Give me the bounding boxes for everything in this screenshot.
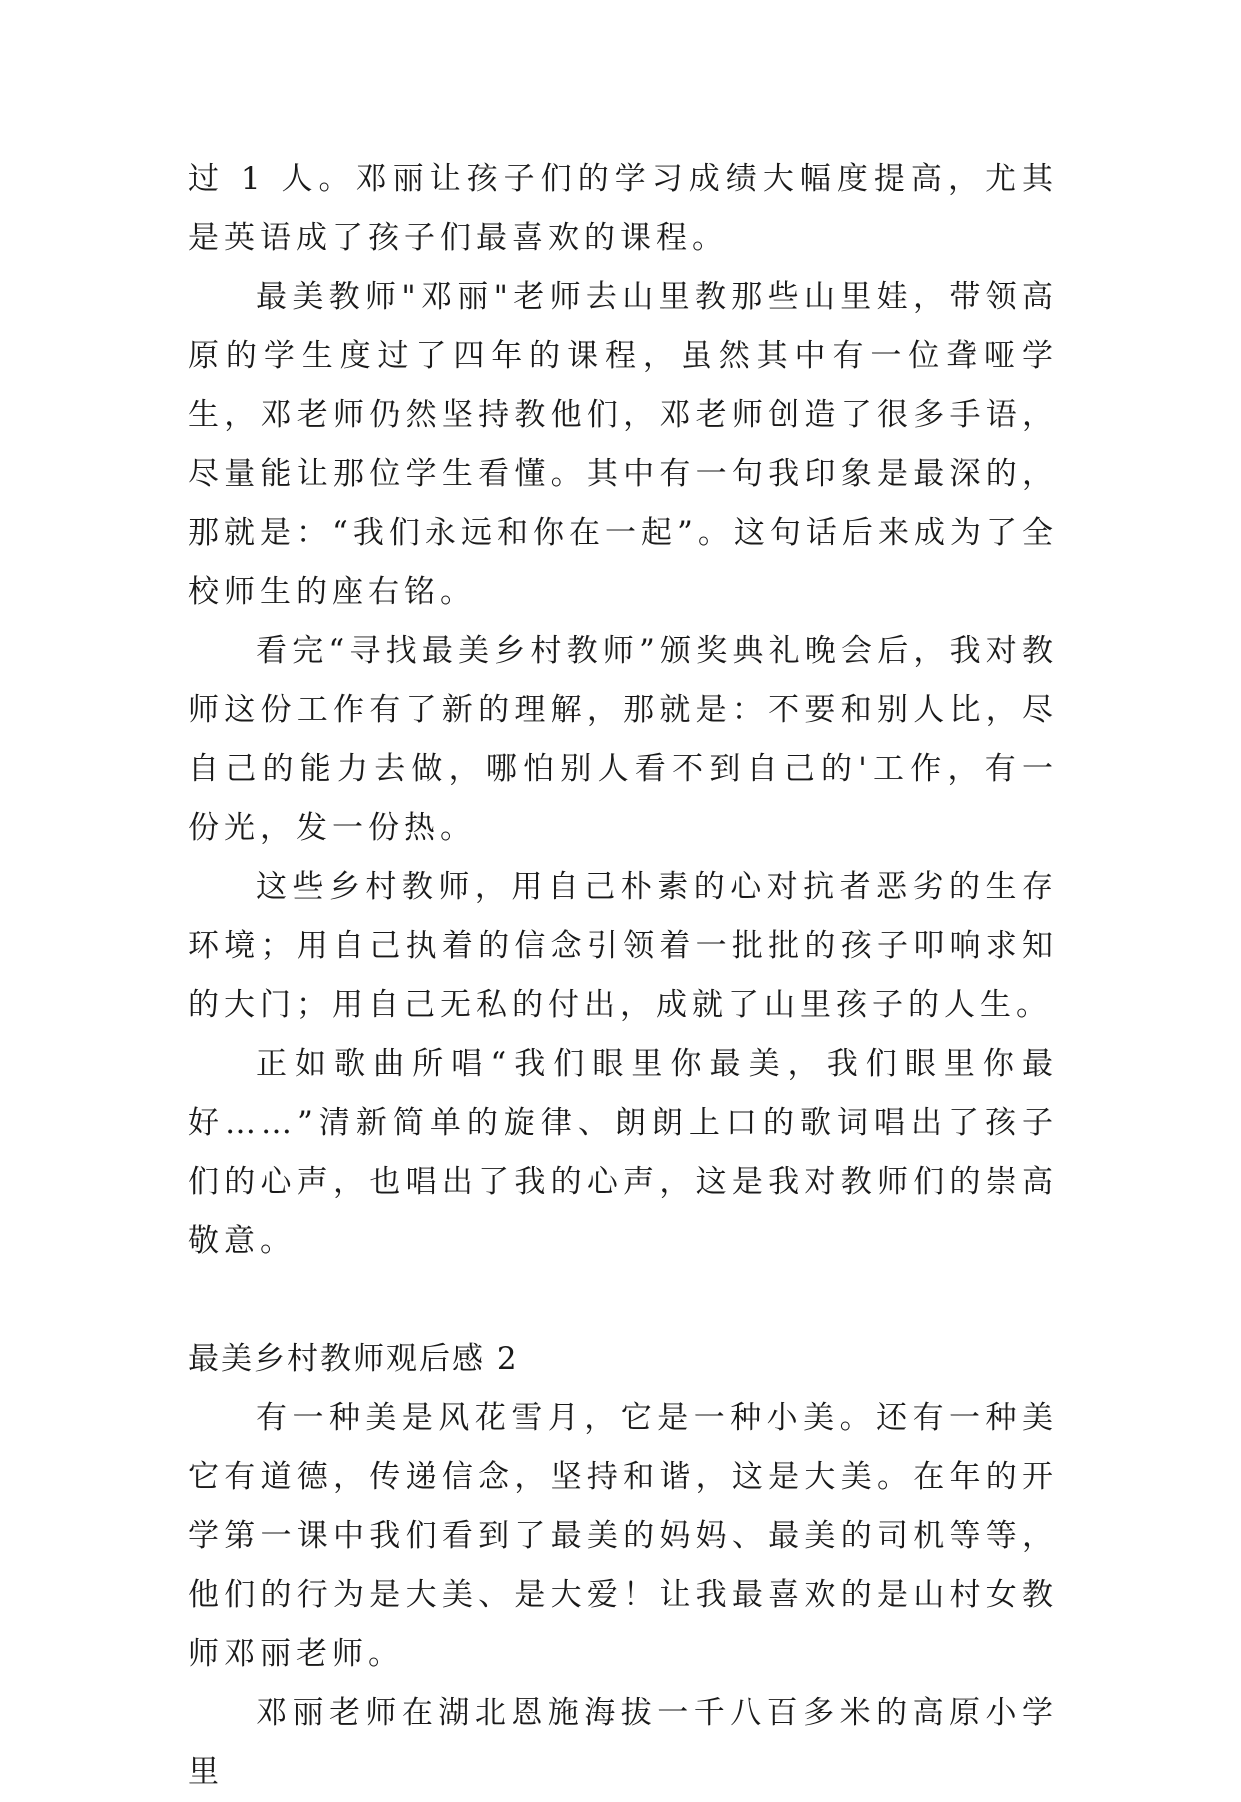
paragraph: 这些乡村教师，用自己朴素的心对抗者恶劣的生存环境；用自己执着的信念引领着一批批的孩子叩响求知的大门；用自己无私的付出，成就了山里孩子的人生。 <box>188 869 1058 1023</box>
paragraph: 正如歌曲所唱“我们眼里你最美，我们眼里你最好……”清新简单的旋律、朗朗上口的歌词唱出了孩子们的心声，也唱出了我的心声，这是我对教师们的崇高敬意。 <box>188 1046 1058 1259</box>
document-page <box>188 150 1058 1802</box>
paragraph-continued: 过 1 人。邓丽让孩子们的学习成绩大幅度提高，尤其是英语成了孩子们最喜欢的课程。 <box>188 161 1058 256</box>
paragraph: 邓丽老师在湖北恩施海拔一千八百多米的高原小学里 <box>188 1695 1058 1790</box>
paragraph: 有一种美是风花雪月，它是一种小美。还有一种美它有道德，传递信念，坚持和谐，这是大美。在年的开学第一课中我们看到了最美的妈妈、最美的司机等等，他们的行为是大美、是大爱！让我最喜欢的是山村女教师邓丽老师。 <box>188 1400 1058 1672</box>
paragraph: 看完“寻找最美乡村教师”颁奖典礼晚会后，我对教师这份工作有了新的理解，那就是：不要和别人比，尽自己的能力去做，哪怕别人看不到自己的'工作，有一份光，发一份热。 <box>188 633 1058 846</box>
section-title: 最美乡村教师观后感 2 <box>188 1341 519 1377</box>
paragraph: 最美教师"邓丽"老师去山里教那些山里娃，带领高原的学生度过了四年的课程，虽然其中有一位聋哑学生，邓老师仍然坚持教他们，邓老师创造了很多手语，尽量能让那位学生看懂。其中有一句我印象是最深的，那就是：“我们永远和你在一起”。这句话后来成为了全校师生的座右铭。 <box>188 279 1058 610</box>
